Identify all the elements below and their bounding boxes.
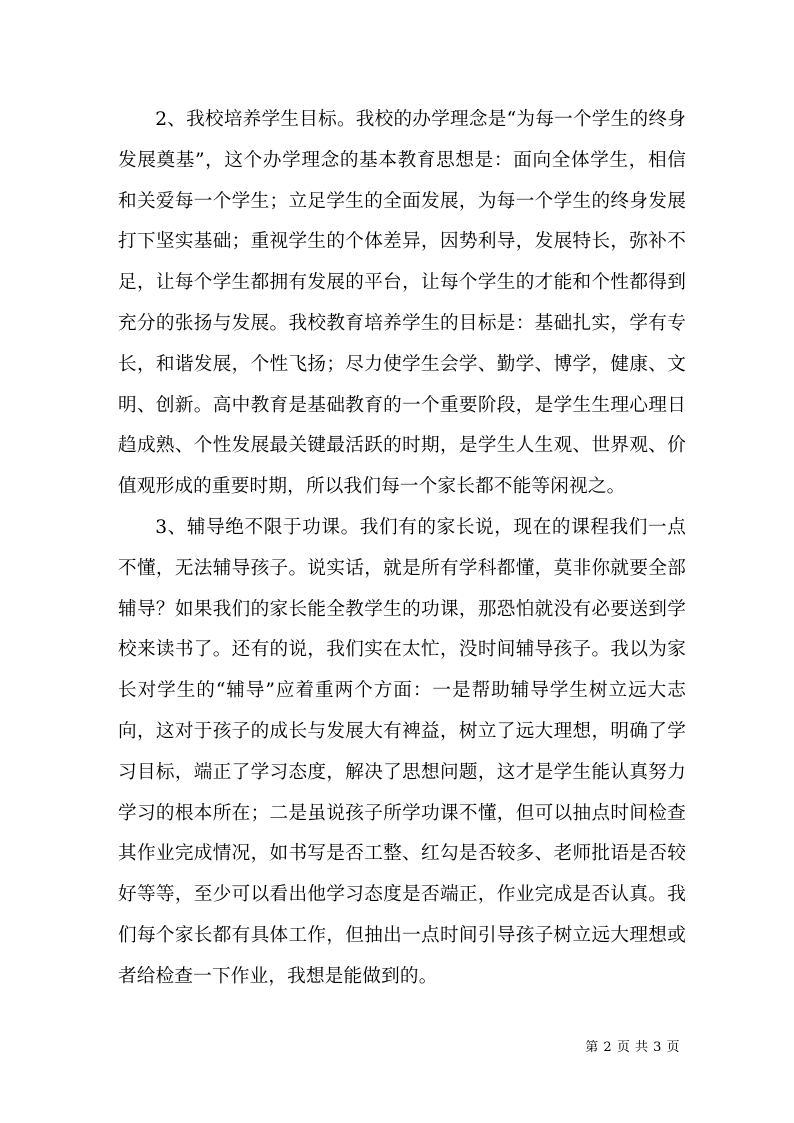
paragraph-tutoring: 3、辅导绝不限于功课。我们有的家长说，现在的课程我们一点不懂，无法辅导孩子。说实话，就是所有学科都懂，莫非你就要全部辅导？如果我们的家长能全教学生的功课，那恐怕就没有必要送到学校来读书了。还有的说，我们实在太忙，没时间辅导孩子。我以为家长对学生的“辅导”应着重两个方面：一是帮助辅导学生树立远大志向，这对于孩子的成长与发展大有裨益，树立了远大理想，明确了学习目标，端正了学习态度，解决了思想问题，这才是学生能认真努力学习的根本所在；二是虽说孩子所学功课不懂，但可以抽点时间检查其作业完成情况，如书写是否工整、红勾是否较多、老师批语是否较好等等，至少可以看出他学习态度是否端正，作业完成是否认真。我们每个家长都有具体工作，但抽出一点时间引导孩子树立远大理想或者给检查一下作业，我想是能做到的。 — [118, 516, 686, 987]
page-number-footer: 第 2 页 共 3 页 — [585, 1040, 680, 1055]
paragraph-school-goals: 2、我校培养学生目标。我校的办学理念是“为每一个学生的终身发展奠基”，这个办学理念的基本教育思想是：面向全体学生，相信和关爱每一个学生；立足学生的全面发展，为每一个学生的终身发展打下坚实基础；重视学生的个体差异，因势利导，发展特长，弥补不足，让每个学生都拥有发展的平台，让每个学生的才能和个性都得到充分的张扬与发展。我校教育培养学生的目标是：基础扎实，学有专长，和谐发展，个性飞扬；尽力使学生会学、勤学、博学，健康、文明、创新。高中教育是基础教育的一个重要阶段，是学生生理心理日趋成熟、个性发展最关键最活跃的时期，是学生人生观、世界观、价值观形成的重要时期，所以我们每一个家长都不能等闲视之。 — [118, 109, 686, 498]
document-body — [118, 100, 686, 998]
